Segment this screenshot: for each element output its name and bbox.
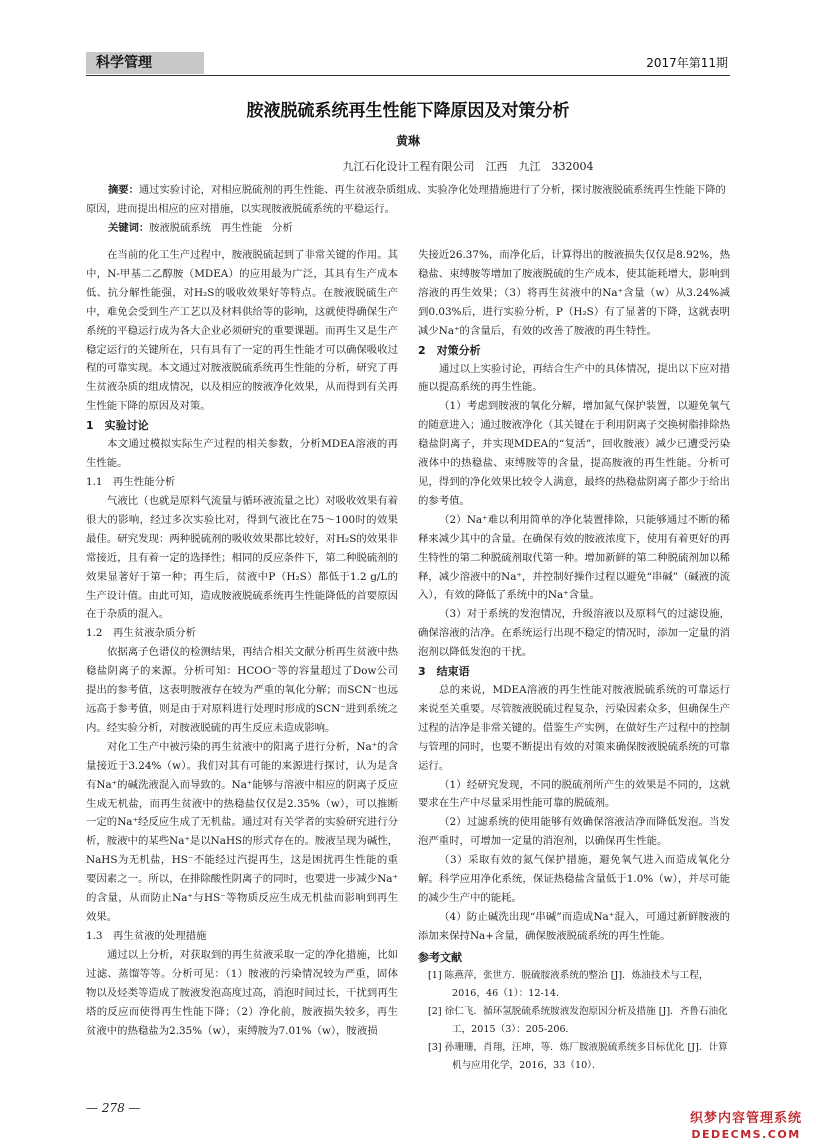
reference-item: [2] 徐仁飞．循环氢脱硫系统胺液发泡原因分析及措施 [J]．齐鲁石油化工，2015（3）：205-206． (428, 1005, 728, 1035)
section-heading: 3 结束语 (418, 665, 470, 679)
right-column (418, 246, 730, 1075)
reference-item: [1] 陈燕萍，张世方．脱硫胺液系统的整治 [J]．炼油技术与工程，2016，46（1）：12-14． (428, 969, 709, 999)
section-heading: 1 实验讨论 (86, 419, 149, 433)
paragraph: （3）采取有效的氮气保护措施，避免氧气进入而造成氧化分解。科学应用净化系统，保证热稳盐含量低于1.0%（w），并尽可能的减少生产中的能耗。 (418, 854, 730, 904)
page-number: — 278 — (86, 1101, 141, 1115)
paragraph: 通过以上实验讨论，再结合生产中的具体情况，提出以下应对措施以提高系统的再生性能。 (418, 362, 730, 394)
paragraph: 本文通过模拟实际生产过程的相关参数，分析MDEA溶液的再生性能。 (86, 438, 398, 470)
watermark-logo (680, 1111, 812, 1143)
keyword-item: 胺液脱硫系统 (149, 222, 211, 234)
keywords-label: 关键词： (108, 222, 150, 234)
paragraph: 通过以上分析，对获取到的再生贫液采取一定的净化措施，比如过滤、蒸馏等等。分析可见：（1）胺液的污染情况较为严重，固体物以及烃类等造成了胺液发泡高度过高，消泡时间过长，干扰到再生塔的反应而使得再生性能下降；（2）净化前，胺液损失较多，再生贫液中的热稳盐为2.35%（w），束缚胺为7.01%（w），胺液损 (86, 948, 398, 1037)
paragraph: （2）过滤系统的使用能够有效确保溶液洁净而降低发泡。当发泡严重时，可增加一定量的消泡剂，以确保再生性能。 (418, 816, 730, 848)
paragraph: 依据离子色谱仪的检测结果，再结合相关文献分析再生贫液中热稳盐阴离子的来源。分析可知：HCOO⁻等的容量超过了Dow公司提出的参考值，这表明胺液存在较为严重的氧化分解；而SCN⁻也远远高于参考值，则是由于对原料进行处理时形成的SCN⁻进到系统之内。经实验分析，对胺液脱硫的再生反应未造成影响。 (86, 646, 398, 734)
watermark-line2: DEDECMS.COM (691, 1128, 801, 1141)
subsection-heading: 1.2 再生贫液杂质分析 (86, 627, 197, 640)
watermark-line1: 织梦内容管理系统 (689, 1111, 802, 1126)
section-tag: 科学管理 (86, 52, 204, 74)
references-heading: 参考文献 (418, 950, 462, 964)
paragraph: （1）考虑到胺液的氧化分解，增加氮气保护装置，以避免氧气的随意进入；通过胺液净化（其关键在于利用阴离子交换树脂排除热稳盐阴离子，并实现MDEA的“复活”，回收胺液）减少已遭受污染液体中的热稳盐、束缚胺等的含量，提高胺液的再生性能。分析可见，得到的净化效果比较令人满意，最终的热稳盐阴离子都少于给出的参考值。 (418, 400, 730, 507)
keywords (86, 219, 730, 238)
paragraph: （1）经研究发现，不同的脱硫剂所产生的效果是不同的，这就要求在生产中尽量采用性能可靠的脱硫剂。 (418, 778, 730, 810)
paragraph: 气液比（也就是原料气流量与循环液流量之比）对吸收效果有着很大的影响，经过多次实验比对，得到气液比在75～100时的效果最佳。研究发现：两种脱硫剂的吸收效果都比较好，对H₂S的效果非常接近，且有着一定的选择性；相同的反应条件下，第二种脱硫剂的效果显著好于第一种；再生后，贫液中P（H₂S）都低于1.2 g/L的生产设计值。由此可知，造成胺液脱硫系统再生性能降低的首要原因在于杂质的混入。 (86, 494, 398, 621)
abstract (86, 181, 730, 219)
author-name: 黄琳 (395, 134, 420, 148)
paragraph: （4）防止碱洗出现“串碱”而造成Na⁺混入，可通过新鲜胺液的添加来保持Na+含量，确保胺液脱硫系统的再生性能。 (418, 910, 730, 942)
abstract-label: 摘要： (108, 184, 139, 196)
section-heading: 2 对策分析 (418, 343, 481, 357)
keyword-item: 分析 (272, 222, 293, 234)
subsection-heading: 1.3 再生贫液的处理措施 (86, 929, 207, 942)
paragraph: 总的来说，MDEA溶液的再生性能对胺液脱硫系统的可靠运行来说至关重要。尽管胺液脱硫过程复杂，污染因素众多，但确保生产过程的洁净是非常关键的。借鉴生产实例，在做好生产过程中的控制与管理的同时，也要不断提出有效的对策来确保胺液脱硫系统的可靠运行。 (418, 684, 730, 772)
paragraph: 对化工生产中被污染的再生贫液中的阳离子进行分析，Na⁺的含量接近于3.24%（w）。我们对其有可能的来源进行探讨，认为是含有Na⁺的碱洗液混入而导致的。Na⁺能够与溶液中相应的阴离子反应生成无机盐，而再生贫液中的热稳盐仅仅是2.35%（w），可以推断一定的Na⁺经反应生成了无机盐。通过对有关学者的实验研究进行分析，胺液中的某些Na⁺是以NaHS的形式存在的。胺液呈现为碱性，NaHS为无机盐，HS⁻不能经过汽提再生，这是困扰再生性能的重要因素之一。所以，在排除酸性阴离子的同时，也要进一步减少Na⁺的含量，从而防止Na⁺与HS⁻等物质反应生成无机盐而影响到再生效果。 (86, 740, 399, 923)
reference-item: [3] 孙珊珊，肖翔，汪坤，等．炼厂胺液脱硫系统多目标优化 [J]．计算机与应用化学，2016，33（10）． (428, 1041, 728, 1071)
issue-label: 2017年第11期 (646, 56, 728, 70)
left-column (86, 246, 398, 1040)
article-title: 胺液脱硫系统再生性能下降原因及对策分析 (246, 101, 570, 121)
paragraph: （2）Na⁺难以利用简单的净化装置排除，只能够通过不断的稀释来减少其中的含量。在确保有效的胺液浓度下，使用有着更好的再生特性的第二种脱硫剂取代第一种。增加新鲜的第二种脱硫剂加以稀释，减少溶液中的Na⁺，并控制好操作过程以避免“串碱”（碱液的流入），有效的降低了系统中的Na⁺含量。 (418, 513, 730, 602)
paragraph: 失接近26.37%，而净化后，计算得出的胺液损失仅仅是8.92%，热稳盐、束缚胺等增加了胺液脱硫的生产成本，使其能耗增大，影响到溶液的再生效果；（3）将再生贫液中的Na⁺含量（w）从3.24%减到0.03%后，进行实验分析，P（H₂S）有了显著的下降，这就表明减少Na⁺的含量后，有效的改善了胺液的再生特性。 (418, 249, 730, 337)
paragraph: 在当前的化工生产过程中，胺液脱硫起到了非常关键的作用。其中，N-甲基二乙醇胺（MDEA）的应用最为广泛，其具有生产成本低、抗分解性能强，对H₂S的吸收效果好等特点。在胺液脱硫生产中，难免会受到生产工艺以及材料供给等的影响，这就使得确保生产系统的平稳运行成为各大企业必须研究的重要课题。而再生又是生产稳定运行的关键所在，只有具有了一定的再生性能才可以确保吸收过程的可靠实现。本文通过对胺液脱硫系统再生性能的分析，研究了再生贫液杂质的组成情况，以及相应的胺液净化效果，从而得到有关再生性能下降的原因及对策。 (86, 249, 398, 413)
subsection-heading: 1.1 再生性能分析 (86, 475, 176, 488)
keyword-item: 再生性能 (220, 222, 263, 234)
header-divider (86, 75, 730, 76)
paragraph: （3）对于系统的发泡情况，升级溶液以及原料气的过滤设施，确保溶液的洁净。在系统运行出现不稳定的情况时，添加一定量的消泡剂以降低发泡的干扰。 (418, 608, 730, 659)
abstract-text: 通过实验讨论，对相应脱硫剂的再生性能、再生贫液杂质组成、实验净化处理措施进行了分析，探讨胺液脱硫系统再生性能下降的原因，进而提出相应的应对措施，以实现胺液脱硫系统的平稳运行。 (86, 184, 726, 215)
author-affiliation: 九江石化设计工程有限公司 江西 九江 332004 (342, 160, 594, 173)
